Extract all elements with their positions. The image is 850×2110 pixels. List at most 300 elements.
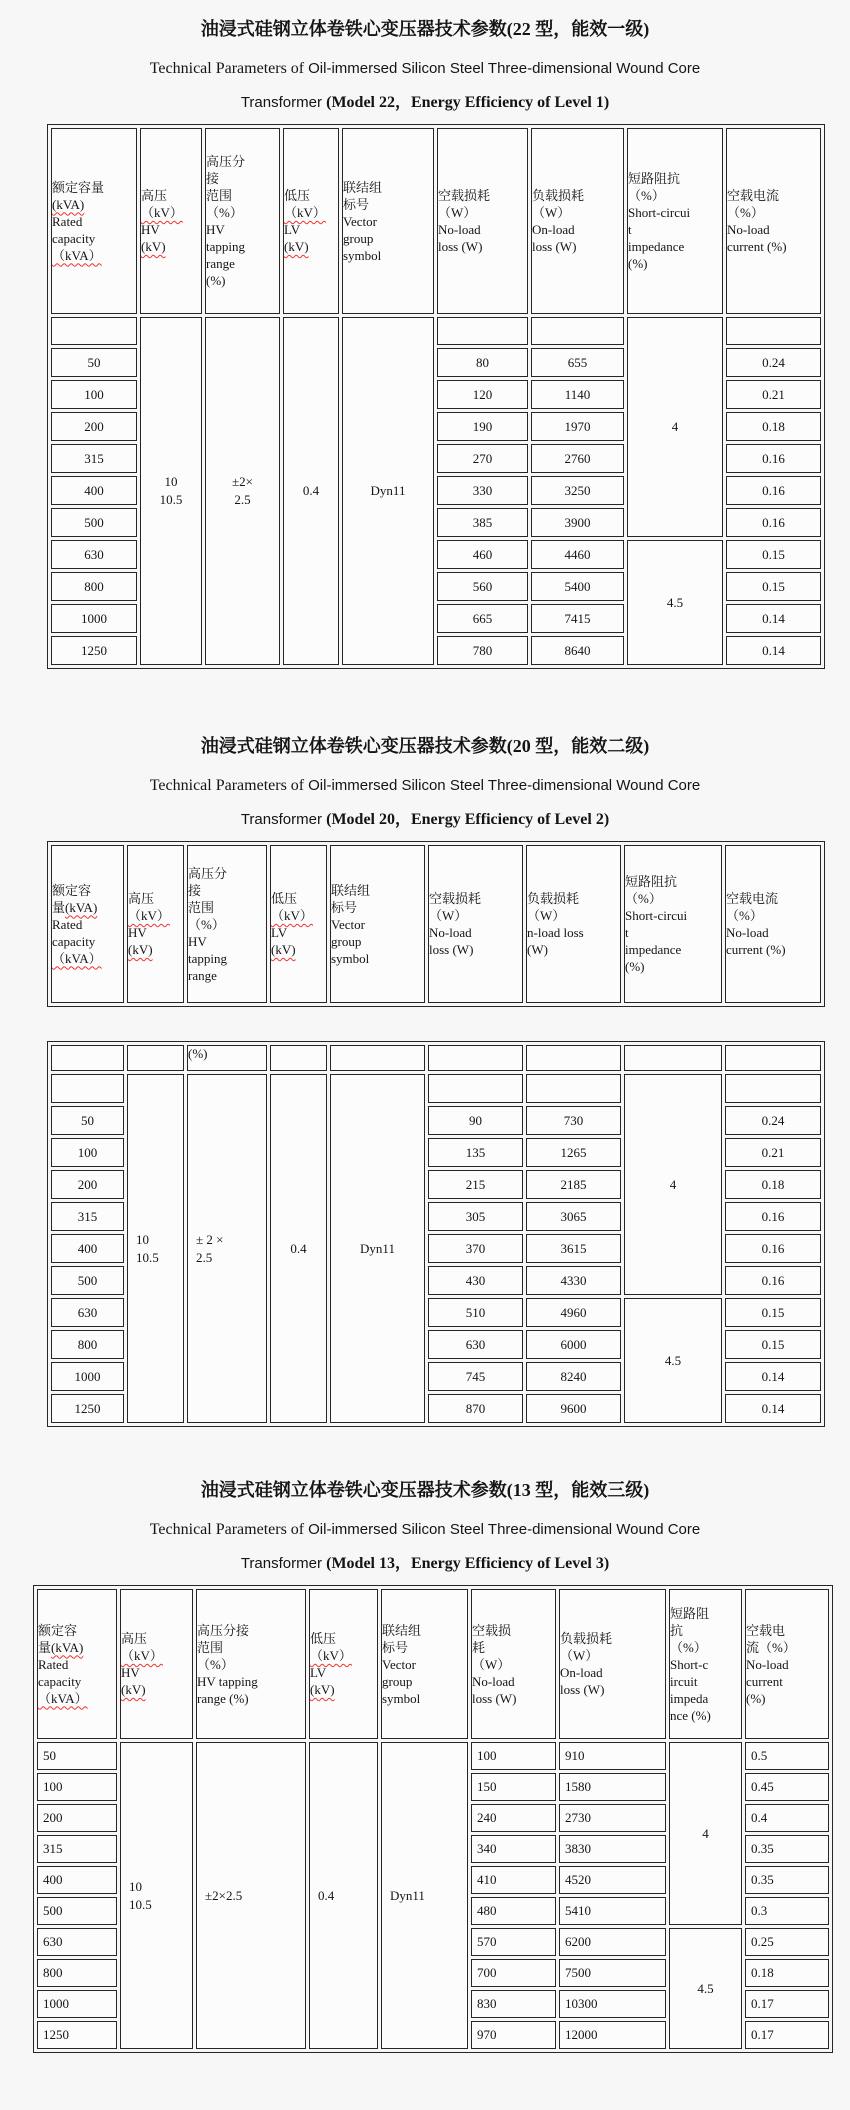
cell-rated-capacity: 1250 bbox=[51, 636, 137, 665]
table-row bbox=[37, 1742, 829, 1770]
header-line bbox=[726, 941, 820, 958]
cell-no-load-current: 0.14 bbox=[726, 636, 821, 665]
header-text: t bbox=[628, 222, 632, 237]
cell-no-load-loss: 570 bbox=[471, 1928, 556, 1956]
header-text: 联结组 bbox=[382, 1622, 422, 1638]
header-text: Short-circui bbox=[625, 908, 688, 923]
header-text: Rated bbox=[38, 1656, 69, 1672]
cell-rated-capacity: 200 bbox=[37, 1804, 117, 1832]
cell-no-load-loss: 90 bbox=[428, 1106, 523, 1135]
cell-no-load-loss: 430 bbox=[428, 1266, 523, 1295]
header-line bbox=[331, 916, 424, 933]
header-text: HV bbox=[188, 933, 207, 949]
header-text: impeda bbox=[670, 1690, 709, 1706]
header-text: loss (W) bbox=[438, 239, 483, 254]
header-text: 联结组 bbox=[331, 882, 371, 898]
cell-vector-group bbox=[381, 1742, 468, 2049]
header-text: 高压分 bbox=[206, 154, 246, 169]
header-text: symbol bbox=[343, 247, 382, 263]
header-text: (W) bbox=[527, 942, 548, 957]
header-text: t bbox=[625, 925, 629, 940]
section-model-22 bbox=[0, 0, 850, 669]
header-text: （%） bbox=[628, 188, 665, 203]
header-text: （W） bbox=[472, 1656, 511, 1672]
subtitle-sans-part: Oil-immersed Silicon Steel Three-dimensional Wound Core bbox=[308, 777, 701, 794]
cell-vector-group bbox=[330, 1074, 425, 1423]
cell-on-load-loss: 4960 bbox=[526, 1298, 621, 1327]
header-text: loss (W) bbox=[472, 1690, 517, 1706]
cell-on-load-loss bbox=[531, 317, 624, 345]
header-text: 空载电流 bbox=[726, 891, 779, 906]
table-host-model-13 bbox=[0, 1585, 850, 2053]
header-text: 空载电流 bbox=[727, 188, 780, 203]
cell-rated-capacity: 400 bbox=[51, 476, 137, 505]
cell-no-load-current: 0.24 bbox=[726, 348, 821, 377]
header-row bbox=[37, 1589, 829, 1739]
header-line bbox=[628, 238, 722, 255]
header-text: Vector bbox=[382, 1656, 416, 1672]
header-line bbox=[343, 247, 433, 264]
header-text: 空载损耗 bbox=[438, 188, 491, 203]
subtitle-serif-part: Technical Parameters of bbox=[149, 1521, 309, 1538]
header-line bbox=[527, 941, 620, 958]
cell-no-load-current: 0.18 bbox=[726, 412, 821, 441]
header-line bbox=[188, 916, 266, 933]
header-text: loss (W) bbox=[560, 1682, 605, 1697]
header-text: （%） bbox=[625, 891, 662, 906]
header-line bbox=[532, 221, 623, 238]
header-line bbox=[52, 230, 136, 247]
cell-on-load-loss: 3830 bbox=[559, 1835, 666, 1863]
merged-line: 0.4 bbox=[302, 483, 320, 498]
section-title-zh: 油浸式硅钢立体卷铁心变压器技术参数(22 型，能效一级) bbox=[200, 19, 650, 39]
percent-continuation-row bbox=[51, 1045, 821, 1071]
header-text: group bbox=[382, 1673, 413, 1689]
cell-on-load-loss: 2730 bbox=[559, 1804, 666, 1832]
header-line bbox=[438, 238, 527, 255]
header-line bbox=[472, 1656, 555, 1673]
cell-no-load-current: 0.17 bbox=[745, 1990, 829, 2018]
header-text: 量 bbox=[52, 899, 66, 915]
cell-no-load-loss: 330 bbox=[437, 476, 528, 505]
cell-on-load-loss: 655 bbox=[531, 348, 624, 377]
cell-vector-group bbox=[342, 317, 434, 665]
header-text: Vector bbox=[343, 213, 377, 229]
merged-line: 10.5 bbox=[159, 492, 183, 507]
spellcheck-squiggle-text: （kV） bbox=[271, 908, 313, 923]
cell-no-load-loss: 190 bbox=[437, 412, 528, 441]
spellcheck-squiggle-text: (kVA) bbox=[51, 1639, 84, 1655]
header-line bbox=[438, 221, 527, 238]
header-text: 短路阻抗 bbox=[628, 171, 681, 186]
header-line bbox=[625, 958, 721, 975]
header-impedance bbox=[669, 1589, 742, 1739]
header-line bbox=[38, 1639, 116, 1656]
cell-no-load-current: 0.14 bbox=[726, 604, 821, 633]
header-line bbox=[331, 882, 424, 899]
cell-impedance bbox=[624, 1045, 722, 1071]
cell-no-load-loss: 120 bbox=[437, 380, 528, 409]
cell-no-load-loss: 410 bbox=[471, 1866, 556, 1894]
cell-vector-group bbox=[330, 1045, 425, 1071]
header-text: 额定容量 bbox=[52, 179, 105, 195]
header-text: HV bbox=[128, 925, 147, 940]
cell-on-load-loss: 5400 bbox=[531, 572, 624, 601]
header-text: group bbox=[343, 230, 374, 246]
header-line bbox=[331, 950, 424, 967]
header-text: loss (W) bbox=[532, 239, 577, 254]
cell-no-load-current: 0.16 bbox=[726, 476, 821, 505]
cell-rated-capacity: 500 bbox=[51, 1266, 124, 1295]
header-text: 标号 bbox=[331, 899, 358, 915]
header-line bbox=[726, 924, 820, 941]
header-line bbox=[310, 1681, 377, 1698]
header-line bbox=[121, 1681, 192, 1698]
cell-no-load-current: 0.35 bbox=[745, 1866, 829, 1894]
header-line bbox=[628, 255, 722, 272]
cell-no-load-current: 0.35 bbox=[745, 1835, 829, 1863]
header-text: range (%) bbox=[197, 1690, 249, 1706]
header-text: 短路阻 bbox=[670, 1605, 710, 1621]
header-text: 空载损耗 bbox=[429, 891, 482, 906]
header-text: （%） bbox=[197, 1656, 234, 1672]
spellcheck-squiggle-text: （kV） bbox=[128, 908, 170, 923]
cell-on-load-loss: 5410 bbox=[559, 1897, 666, 1925]
header-line bbox=[746, 1622, 828, 1639]
header-line bbox=[527, 890, 620, 907]
cell-no-load-current: 0.16 bbox=[725, 1266, 821, 1295]
cell-on-load-loss: 910 bbox=[559, 1742, 666, 1770]
cell-no-load-current bbox=[725, 1045, 821, 1071]
header-rated-capacity bbox=[37, 1589, 117, 1739]
header-line bbox=[188, 865, 266, 882]
header-text: 低压 bbox=[310, 1631, 337, 1646]
header-line bbox=[121, 1664, 192, 1681]
merged-line: 2.5 bbox=[196, 1249, 213, 1265]
cell-hv-tap-range bbox=[205, 317, 280, 665]
cell-on-load-loss: 8240 bbox=[526, 1362, 621, 1391]
cell-on-load-loss: 1580 bbox=[559, 1773, 666, 1801]
subtitle-sans-part: Oil-immersed Silicon Steel Three-dimensional Wound Core bbox=[308, 60, 701, 77]
header-line bbox=[727, 204, 820, 221]
cell-no-load-loss: 480 bbox=[471, 1897, 556, 1925]
header-line bbox=[52, 179, 136, 196]
cell-on-load-loss: 2760 bbox=[531, 444, 624, 473]
cell-no-load-loss: 305 bbox=[428, 1202, 523, 1231]
cell-on-load-loss: 3250 bbox=[531, 476, 624, 505]
header-line bbox=[271, 907, 326, 924]
header-text: 标号 bbox=[382, 1639, 409, 1655]
header-line bbox=[429, 890, 522, 907]
cell-no-load-current bbox=[725, 1074, 821, 1103]
cell-rated-capacity: 800 bbox=[37, 1959, 117, 1987]
header-line bbox=[52, 882, 123, 899]
header-on-load-loss bbox=[526, 845, 621, 1003]
cell-rated-capacity: 315 bbox=[51, 1202, 124, 1231]
header-line bbox=[128, 941, 183, 958]
header-line bbox=[206, 170, 279, 187]
header-text: LV bbox=[271, 925, 288, 940]
cell-no-load-current: 0.21 bbox=[725, 1138, 821, 1167]
header-text: （%） bbox=[727, 205, 764, 220]
cell-rated-capacity: 50 bbox=[37, 1742, 117, 1770]
merged-line: Dyn11 bbox=[370, 483, 406, 498]
header-line bbox=[52, 933, 123, 950]
spellcheck-squiggle-text: （kVA） bbox=[38, 1690, 88, 1706]
header-line bbox=[625, 873, 721, 890]
cell-no-load-loss: 970 bbox=[471, 2021, 556, 2049]
header-line bbox=[726, 907, 820, 924]
cell-no-load-current: 0.14 bbox=[725, 1362, 821, 1391]
spellcheck-squiggle-text: (kVA) bbox=[65, 899, 98, 915]
cell-on-load-loss: 1265 bbox=[526, 1138, 621, 1167]
header-line bbox=[128, 890, 183, 907]
header-line bbox=[188, 899, 266, 916]
subtitle-serif-part: Technical Parameters of bbox=[149, 60, 309, 77]
table-host-model-22 bbox=[0, 124, 850, 669]
cell-no-load-current bbox=[726, 317, 821, 345]
subtitle-sans-part: Transformer bbox=[240, 94, 327, 111]
section-title-zh: 油浸式硅钢立体卷铁心变压器技术参数(20 型，能效二级) bbox=[200, 736, 650, 756]
transformer-params-table-body-2 bbox=[47, 1041, 825, 1427]
cell-no-load-loss: 745 bbox=[428, 1362, 523, 1391]
spellcheck-squiggle-text: （kV） bbox=[284, 205, 326, 220]
cell-no-load-loss: 700 bbox=[471, 1959, 556, 1987]
header-text: （%） bbox=[188, 916, 225, 932]
cell-no-load-loss: 135 bbox=[428, 1138, 523, 1167]
cell-on-load-loss: 3900 bbox=[531, 508, 624, 537]
cell-rated-capacity: 500 bbox=[37, 1897, 117, 1925]
cell-lv bbox=[270, 1045, 327, 1071]
header-text: 范围 bbox=[197, 1639, 224, 1655]
header-line bbox=[52, 196, 136, 213]
header-hv-tap-range bbox=[196, 1589, 306, 1739]
header-line bbox=[429, 907, 522, 924]
header-no-load-current bbox=[745, 1589, 829, 1739]
header-text: (%) bbox=[746, 1690, 766, 1706]
merged-line: 4.5 bbox=[664, 1352, 682, 1368]
section-subtitle-line1 bbox=[0, 773, 850, 799]
spellcheck-squiggle-text: (kV) bbox=[121, 1682, 146, 1697]
spellcheck-squiggle-text: （kV） bbox=[141, 205, 183, 220]
header-lv bbox=[283, 128, 339, 314]
header-text: 空载损 bbox=[472, 1622, 512, 1638]
header-text: (%) bbox=[625, 959, 645, 974]
merged-line: ±2×2.5 bbox=[205, 1887, 243, 1903]
header-text: No-load bbox=[438, 222, 481, 237]
header-text: capacity bbox=[52, 933, 96, 949]
header-text: 短路阻抗 bbox=[625, 874, 678, 889]
header-line bbox=[625, 924, 721, 941]
cell-rated-capacity: 100 bbox=[51, 380, 137, 409]
header-text: （%） bbox=[206, 205, 243, 220]
header-line bbox=[121, 1630, 192, 1647]
header-text: 负载损耗 bbox=[560, 1631, 613, 1646]
header-line bbox=[271, 924, 326, 941]
header-line bbox=[284, 238, 338, 255]
cell-rated-capacity bbox=[51, 1045, 124, 1071]
header-text: 低压 bbox=[271, 891, 298, 906]
header-line bbox=[310, 1630, 377, 1647]
header-no-load-loss bbox=[471, 1589, 556, 1739]
header-text: range bbox=[206, 256, 235, 271]
header-hv bbox=[140, 128, 202, 314]
cell-rated-capacity: 800 bbox=[51, 1330, 124, 1359]
cell-rated-capacity: 1000 bbox=[37, 1990, 117, 2018]
subtitle-sans-part: Transformer bbox=[240, 811, 327, 828]
header-text: Rated bbox=[52, 916, 83, 932]
header-line bbox=[188, 882, 266, 899]
section-subtitle-line1 bbox=[0, 56, 850, 82]
header-impedance bbox=[624, 845, 722, 1003]
header-line bbox=[527, 907, 620, 924]
header-line bbox=[560, 1647, 665, 1664]
header-line bbox=[560, 1630, 665, 1647]
header-line bbox=[382, 1673, 467, 1690]
cell-on-load-loss: 6200 bbox=[559, 1928, 666, 1956]
header-no-load-current bbox=[726, 128, 821, 314]
header-text: No-load bbox=[726, 925, 769, 940]
table-gap bbox=[0, 1007, 850, 1041]
header-text: 低压 bbox=[284, 188, 311, 203]
cell-no-load-current: 0.17 bbox=[745, 2021, 829, 2049]
header-line bbox=[52, 247, 136, 264]
cell-impedance bbox=[669, 1928, 742, 2049]
cell-on-load-loss: 12000 bbox=[559, 2021, 666, 2049]
cell-rated-capacity: 1000 bbox=[51, 604, 137, 633]
header-text: LV bbox=[284, 222, 301, 237]
cell-rated-capacity bbox=[51, 317, 137, 345]
subtitle-model-part: (Model 20，Energy Efficiency of Level 2) bbox=[326, 811, 610, 828]
cell-on-load-loss bbox=[526, 1045, 621, 1071]
cell-no-load-current: 0.16 bbox=[726, 508, 821, 537]
cell-on-load-loss: 7500 bbox=[559, 1959, 666, 1987]
header-no-load-current bbox=[725, 845, 821, 1003]
header-text: （%） bbox=[726, 908, 763, 923]
header-line bbox=[382, 1656, 467, 1673]
header-line bbox=[52, 213, 136, 230]
spellcheck-squiggle-text: （kV） bbox=[310, 1648, 352, 1663]
header-line bbox=[560, 1664, 665, 1681]
header-line bbox=[343, 196, 433, 213]
cell-impedance bbox=[669, 1742, 742, 1925]
header-line bbox=[532, 204, 623, 221]
header-text: 高压 bbox=[141, 188, 168, 203]
cell-rated-capacity bbox=[51, 1074, 124, 1103]
merged-line: 10.5 bbox=[129, 1896, 152, 1912]
cell-no-load-loss: 870 bbox=[428, 1394, 523, 1423]
cell-hv-tap-range bbox=[187, 1074, 267, 1423]
cell-no-load-loss: 665 bbox=[437, 604, 528, 633]
cell-rated-capacity: 100 bbox=[37, 1773, 117, 1801]
merged-line: 4 bbox=[671, 419, 679, 434]
header-text: （W） bbox=[438, 205, 477, 220]
header-line bbox=[472, 1639, 555, 1656]
spellcheck-squiggle-text: （kVA） bbox=[52, 950, 102, 966]
header-hv-tap-range bbox=[205, 128, 280, 314]
header-line bbox=[625, 890, 721, 907]
cell-no-load-current: 0.18 bbox=[745, 1959, 829, 1987]
cell-hv bbox=[127, 1074, 184, 1423]
header-line bbox=[52, 916, 123, 933]
header-text: symbol bbox=[331, 950, 370, 966]
header-line bbox=[382, 1639, 467, 1656]
cell-hv bbox=[127, 1045, 184, 1071]
header-text: (%) bbox=[206, 273, 226, 288]
header-line bbox=[52, 950, 123, 967]
header-text: symbol bbox=[382, 1690, 421, 1706]
header-text: 额定容 bbox=[38, 1622, 78, 1638]
header-hv bbox=[120, 1589, 193, 1739]
header-text: （%） bbox=[670, 1639, 707, 1655]
header-row bbox=[51, 845, 821, 1003]
header-line bbox=[628, 187, 722, 204]
header-row bbox=[51, 128, 821, 314]
header-lv bbox=[309, 1589, 378, 1739]
cell-no-load-loss: 270 bbox=[437, 444, 528, 473]
cell-rated-capacity: 400 bbox=[51, 1234, 124, 1263]
transformer-params-table-1 bbox=[47, 124, 825, 669]
header-line bbox=[206, 204, 279, 221]
cell-no-load-loss: 460 bbox=[437, 540, 528, 569]
spellcheck-squiggle-text: (kV) bbox=[141, 239, 166, 254]
header-text: current (%) bbox=[726, 942, 786, 957]
header-line bbox=[38, 1656, 116, 1673]
cell-no-load-current: 0.24 bbox=[725, 1106, 821, 1135]
header-text: impedance bbox=[628, 239, 685, 254]
header-line bbox=[670, 1622, 741, 1639]
header-line bbox=[472, 1622, 555, 1639]
cell-hv bbox=[140, 317, 202, 665]
spellcheck-squiggle-text: (kV) bbox=[310, 1682, 335, 1697]
cell-no-load-current: 0.16 bbox=[725, 1202, 821, 1231]
header-line bbox=[628, 170, 722, 187]
subtitle-sans-part: Oil-immersed Silicon Steel Three-dimensional Wound Core bbox=[308, 1521, 701, 1538]
header-text: current (%) bbox=[727, 239, 787, 254]
header-line bbox=[670, 1707, 741, 1724]
cell-on-load-loss: 2185 bbox=[526, 1170, 621, 1199]
header-line bbox=[625, 907, 721, 924]
spellcheck-squiggle-text: (kV) bbox=[271, 942, 296, 957]
cell-no-load-current: 0.3 bbox=[745, 1897, 829, 1925]
cell-no-load-current: 0.16 bbox=[725, 1234, 821, 1263]
header-on-load-loss bbox=[531, 128, 624, 314]
cell-on-load-loss: 10300 bbox=[559, 1990, 666, 2018]
header-text: HV bbox=[206, 222, 225, 237]
header-line bbox=[197, 1622, 305, 1639]
header-text: 高压 bbox=[121, 1631, 148, 1646]
cell-on-load-loss: 4460 bbox=[531, 540, 624, 569]
header-line bbox=[382, 1622, 467, 1639]
cell-on-load-loss: 730 bbox=[526, 1106, 621, 1135]
merged-line: 10 bbox=[164, 474, 178, 489]
cell-no-load-current: 0.21 bbox=[726, 380, 821, 409]
merged-line: 4.5 bbox=[666, 594, 684, 610]
cell-hv bbox=[120, 1742, 193, 2049]
section-model-20 bbox=[0, 733, 850, 1427]
header-line bbox=[128, 924, 183, 941]
cell-on-load-loss: 6000 bbox=[526, 1330, 621, 1359]
header-line bbox=[206, 238, 279, 255]
cell-no-load-loss bbox=[428, 1045, 523, 1071]
cell-no-load-current: 0.15 bbox=[725, 1330, 821, 1359]
header-line bbox=[141, 221, 201, 238]
header-line bbox=[628, 221, 722, 238]
header-text: LV bbox=[310, 1665, 327, 1680]
cell-on-load-loss: 8640 bbox=[531, 636, 624, 665]
cell-no-load-current: 0.16 bbox=[726, 444, 821, 473]
merged-line: 0.4 bbox=[318, 1887, 335, 1903]
